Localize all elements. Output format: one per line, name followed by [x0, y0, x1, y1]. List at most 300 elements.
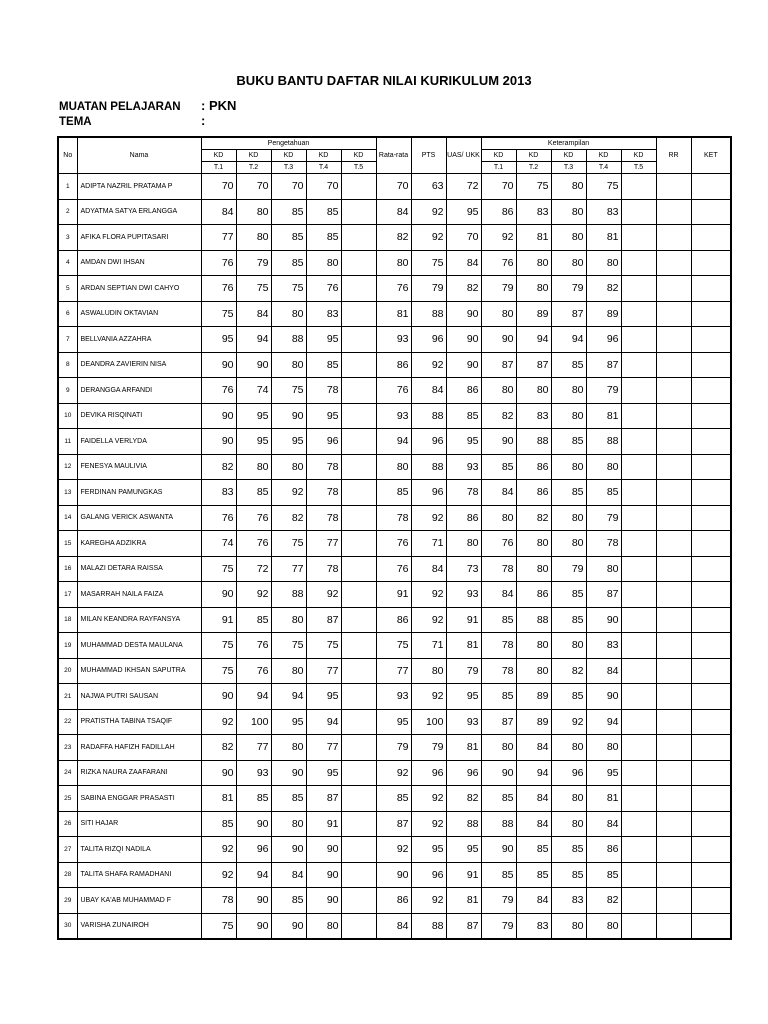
knowledge-score: 80: [271, 454, 306, 480]
pts-score: 84: [411, 556, 446, 582]
row-number: 10: [58, 403, 77, 429]
rr-cell: [656, 633, 691, 659]
header-task: T.3: [271, 162, 306, 174]
row-number: 30: [58, 913, 77, 939]
knowledge-score: 80: [271, 735, 306, 761]
knowledge-score: 70: [236, 174, 271, 200]
skill-score: 86: [481, 199, 516, 225]
average-score: 93: [376, 327, 411, 353]
knowledge-score: [341, 862, 376, 888]
knowledge-score: 76: [201, 276, 236, 302]
ket-cell: [691, 786, 731, 812]
knowledge-score: [341, 811, 376, 837]
table-row: [58, 378, 731, 404]
knowledge-score: 77: [306, 735, 341, 761]
knowledge-score: 76: [236, 658, 271, 684]
skill-score: 86: [516, 480, 551, 506]
skill-score: 80: [516, 531, 551, 557]
skill-score: [621, 378, 656, 404]
ket-cell: [691, 403, 731, 429]
table-row: [58, 174, 731, 200]
skill-score: 80: [516, 658, 551, 684]
header-kd: KD: [586, 150, 621, 162]
table-row: [58, 786, 731, 812]
average-score: 84: [376, 199, 411, 225]
pts-score: 96: [411, 327, 446, 353]
skill-score: 87: [586, 582, 621, 608]
skill-score: [621, 658, 656, 684]
student-name: ASWALUDIN OKTAVIAN: [77, 301, 201, 327]
ket-cell: [691, 505, 731, 531]
ket-cell: [691, 327, 731, 353]
uas-score: 93: [446, 582, 481, 608]
uas-score: 81: [446, 633, 481, 659]
knowledge-score: 87: [306, 607, 341, 633]
pts-score: 84: [411, 378, 446, 404]
header-task: T.2: [516, 162, 551, 174]
student-name: BELLVANIA AZZAHRA: [77, 327, 201, 353]
student-name: DEANDRA ZAVIERIN NISA: [77, 352, 201, 378]
skill-score: 80: [551, 454, 586, 480]
row-number: 8: [58, 352, 77, 378]
knowledge-score: [341, 225, 376, 251]
knowledge-score: 90: [271, 837, 306, 863]
average-score: 76: [376, 276, 411, 302]
skill-score: 90: [586, 684, 621, 710]
rr-cell: [656, 250, 691, 276]
skill-score: 80: [586, 250, 621, 276]
skill-score: 84: [586, 811, 621, 837]
table-row: [58, 199, 731, 225]
pts-score: 75: [411, 250, 446, 276]
skill-score: 79: [481, 276, 516, 302]
skill-score: 84: [586, 658, 621, 684]
pts-score: 88: [411, 454, 446, 480]
skill-score: 80: [551, 250, 586, 276]
knowledge-score: 91: [201, 607, 236, 633]
skill-score: [621, 582, 656, 608]
ket-cell: [691, 888, 731, 914]
skill-score: 82: [551, 658, 586, 684]
average-score: 80: [376, 250, 411, 276]
table-row: [58, 225, 731, 251]
skill-score: [621, 505, 656, 531]
table-row: [58, 505, 731, 531]
rr-cell: [656, 531, 691, 557]
uas-score: 86: [446, 505, 481, 531]
table-row: [58, 888, 731, 914]
student-name: TALITA RIZQI NADILA: [77, 837, 201, 863]
uas-score: 88: [446, 811, 481, 837]
skill-score: 85: [551, 480, 586, 506]
ket-cell: [691, 913, 731, 939]
uas-score: 95: [446, 837, 481, 863]
rr-cell: [656, 378, 691, 404]
student-name: SITI HAJAR: [77, 811, 201, 837]
uas-score: 90: [446, 327, 481, 353]
knowledge-score: [341, 327, 376, 353]
knowledge-score: [341, 633, 376, 659]
average-score: 81: [376, 301, 411, 327]
row-number: 16: [58, 556, 77, 582]
ket-cell: [691, 352, 731, 378]
uas-score: 91: [446, 607, 481, 633]
skill-score: 79: [586, 505, 621, 531]
row-number: 19: [58, 633, 77, 659]
knowledge-score: 83: [306, 301, 341, 327]
skill-score: 81: [586, 786, 621, 812]
knowledge-score: [341, 684, 376, 710]
table-body: [58, 174, 731, 940]
table-row: [58, 582, 731, 608]
knowledge-score: 77: [271, 556, 306, 582]
student-name: MILAN KEANDRA RAYFANSYA: [77, 607, 201, 633]
knowledge-score: 85: [236, 786, 271, 812]
skill-score: 89: [516, 684, 551, 710]
skill-score: 83: [516, 403, 551, 429]
skill-score: 85: [551, 352, 586, 378]
skill-score: 89: [586, 301, 621, 327]
knowledge-score: 79: [236, 250, 271, 276]
knowledge-score: [341, 454, 376, 480]
knowledge-score: 75: [201, 301, 236, 327]
pts-score: 100: [411, 709, 446, 735]
knowledge-score: 90: [201, 582, 236, 608]
row-number: 13: [58, 480, 77, 506]
knowledge-score: 95: [236, 429, 271, 455]
uas-score: 95: [446, 199, 481, 225]
knowledge-score: [341, 250, 376, 276]
header-task: T.1: [201, 162, 236, 174]
average-score: 79: [376, 735, 411, 761]
muatan-pelajaran-row: [59, 98, 236, 113]
ket-cell: [691, 633, 731, 659]
pts-score: 80: [411, 658, 446, 684]
row-number: 26: [58, 811, 77, 837]
knowledge-score: 95: [236, 403, 271, 429]
knowledge-score: [341, 199, 376, 225]
knowledge-score: 80: [236, 454, 271, 480]
knowledge-score: 85: [306, 199, 341, 225]
pts-score: 63: [411, 174, 446, 200]
student-name: PRATISTHA TABINA TSAQIF: [77, 709, 201, 735]
ket-cell: [691, 862, 731, 888]
skill-score: 90: [586, 607, 621, 633]
knowledge-score: 75: [236, 276, 271, 302]
rr-cell: [656, 352, 691, 378]
skill-score: [621, 301, 656, 327]
uas-score: 91: [446, 862, 481, 888]
skill-score: 75: [586, 174, 621, 200]
knowledge-score: 90: [201, 684, 236, 710]
knowledge-score: 76: [236, 531, 271, 557]
knowledge-score: 92: [236, 582, 271, 608]
skill-score: 80: [551, 199, 586, 225]
uas-score: 78: [446, 480, 481, 506]
skill-score: 85: [586, 862, 621, 888]
skill-score: 84: [481, 480, 516, 506]
skill-score: 87: [481, 352, 516, 378]
row-number: 18: [58, 607, 77, 633]
knowledge-score: 75: [201, 556, 236, 582]
table-row: [58, 760, 731, 786]
average-score: 95: [376, 709, 411, 735]
knowledge-score: 90: [201, 760, 236, 786]
table-row: [58, 276, 731, 302]
student-name: AMDAN DWI IHSAN: [77, 250, 201, 276]
knowledge-score: [341, 276, 376, 302]
skill-score: [621, 888, 656, 914]
uas-score: 86: [446, 378, 481, 404]
student-name: RIZKA NAURA ZAAFARANI: [77, 760, 201, 786]
table-row: [58, 429, 731, 455]
knowledge-score: 90: [306, 837, 341, 863]
skill-score: 80: [551, 531, 586, 557]
rr-cell: [656, 837, 691, 863]
table-row: [58, 607, 731, 633]
knowledge-score: 81: [201, 786, 236, 812]
pts-score: 92: [411, 199, 446, 225]
knowledge-score: 94: [236, 327, 271, 353]
knowledge-score: [341, 480, 376, 506]
skill-score: 85: [551, 684, 586, 710]
student-name: UBAY KA'AB MUHAMMAD F: [77, 888, 201, 914]
table-row: [58, 633, 731, 659]
knowledge-score: 94: [236, 684, 271, 710]
uas-score: 72: [446, 174, 481, 200]
row-number: 6: [58, 301, 77, 327]
student-name: ADIPTA NAZRIL PRATAMA P: [77, 174, 201, 200]
table-row: [58, 301, 731, 327]
muatan-pelajaran-label: MUATAN PELAJARAN: [59, 101, 181, 113]
skill-score: 79: [481, 913, 516, 939]
ket-cell: [691, 709, 731, 735]
average-score: 93: [376, 684, 411, 710]
knowledge-score: [341, 556, 376, 582]
pts-score: 92: [411, 811, 446, 837]
knowledge-score: 77: [306, 531, 341, 557]
knowledge-score: 95: [306, 760, 341, 786]
ket-cell: [691, 454, 731, 480]
table-header: [58, 137, 731, 174]
student-name: MUHAMMAD IKHSAN SAPUTRA: [77, 658, 201, 684]
header-kd: KD: [236, 150, 271, 162]
rr-cell: [656, 888, 691, 914]
knowledge-score: 94: [236, 862, 271, 888]
rr-cell: [656, 301, 691, 327]
knowledge-score: [341, 735, 376, 761]
ket-cell: [691, 225, 731, 251]
student-name: VARISHA ZUNAIROH: [77, 913, 201, 939]
average-score: 76: [376, 531, 411, 557]
row-number: 2: [58, 199, 77, 225]
knowledge-score: 95: [271, 429, 306, 455]
knowledge-score: 85: [236, 607, 271, 633]
pts-score: 92: [411, 684, 446, 710]
table-row: [58, 531, 731, 557]
row-number: 14: [58, 505, 77, 531]
knowledge-score: [341, 709, 376, 735]
student-name: RADAFFA HAFIZH FADILLAH: [77, 735, 201, 761]
skill-score: 83: [516, 913, 551, 939]
average-score: 75: [376, 633, 411, 659]
knowledge-score: 74: [201, 531, 236, 557]
knowledge-score: 90: [306, 888, 341, 914]
knowledge-score: 75: [271, 633, 306, 659]
skill-score: 87: [516, 352, 551, 378]
uas-score: 82: [446, 276, 481, 302]
knowledge-score: 95: [306, 403, 341, 429]
row-number: 21: [58, 684, 77, 710]
knowledge-score: 91: [306, 811, 341, 837]
knowledge-score: [341, 301, 376, 327]
pts-score: 92: [411, 582, 446, 608]
pts-score: 96: [411, 862, 446, 888]
knowledge-score: 74: [236, 378, 271, 404]
skill-score: 81: [586, 225, 621, 251]
skill-score: 80: [551, 378, 586, 404]
uas-score: 79: [446, 658, 481, 684]
skill-score: [621, 837, 656, 863]
student-name: DEVIKA RISQINATI: [77, 403, 201, 429]
row-number: 12: [58, 454, 77, 480]
skill-score: 80: [551, 735, 586, 761]
skill-score: 79: [586, 378, 621, 404]
rr-cell: [656, 582, 691, 608]
grade-table: [57, 136, 732, 940]
row-number: 15: [58, 531, 77, 557]
row-number: 1: [58, 174, 77, 200]
student-name: FERDINAN PAMUNGKAS: [77, 480, 201, 506]
knowledge-score: 84: [271, 862, 306, 888]
student-name: SABINA ENGGAR PRASASTI: [77, 786, 201, 812]
uas-score: 82: [446, 786, 481, 812]
student-name: MASARRAH NAILA FAIZA: [77, 582, 201, 608]
ket-cell: [691, 250, 731, 276]
average-score: 85: [376, 480, 411, 506]
knowledge-score: 76: [236, 633, 271, 659]
rr-cell: [656, 913, 691, 939]
knowledge-score: 78: [201, 888, 236, 914]
pts-score: 92: [411, 352, 446, 378]
skill-score: 85: [551, 837, 586, 863]
ket-cell: [691, 276, 731, 302]
skill-score: 94: [551, 327, 586, 353]
average-score: 76: [376, 556, 411, 582]
table-row: [58, 480, 731, 506]
rr-cell: [656, 760, 691, 786]
knowledge-score: 90: [236, 352, 271, 378]
header-keterampilan: Keterampilan: [481, 137, 656, 150]
skill-score: 78: [586, 531, 621, 557]
ket-cell: [691, 811, 731, 837]
knowledge-score: [341, 429, 376, 455]
knowledge-score: [341, 913, 376, 939]
knowledge-score: 95: [306, 684, 341, 710]
knowledge-score: 87: [306, 786, 341, 812]
row-number: 9: [58, 378, 77, 404]
knowledge-score: 96: [236, 837, 271, 863]
average-score: 86: [376, 607, 411, 633]
average-score: 82: [376, 225, 411, 251]
knowledge-score: 80: [306, 250, 341, 276]
header-task: T.1: [481, 162, 516, 174]
skill-score: 80: [551, 225, 586, 251]
ket-cell: [691, 760, 731, 786]
skill-score: 79: [551, 276, 586, 302]
header-kd: KD: [621, 150, 656, 162]
average-score: 90: [376, 862, 411, 888]
skill-score: [621, 913, 656, 939]
ket-cell: [691, 658, 731, 684]
muatan-pelajaran-value: : PKN: [201, 98, 237, 113]
skill-score: 83: [551, 888, 586, 914]
rr-cell: [656, 429, 691, 455]
table-row: [58, 837, 731, 863]
pts-score: 92: [411, 225, 446, 251]
row-number: 24: [58, 760, 77, 786]
header-task: T.4: [586, 162, 621, 174]
pts-score: 92: [411, 888, 446, 914]
row-number: 11: [58, 429, 77, 455]
tema-value: :: [201, 113, 206, 128]
table-row: [58, 403, 731, 429]
rr-cell: [656, 811, 691, 837]
skill-score: 85: [551, 429, 586, 455]
skill-score: 84: [516, 811, 551, 837]
knowledge-score: [341, 352, 376, 378]
student-name: TALITA SHAFA RAMADHANI: [77, 862, 201, 888]
rr-cell: [656, 225, 691, 251]
ket-cell: [691, 556, 731, 582]
rr-cell: [656, 709, 691, 735]
header-kd: KD: [551, 150, 586, 162]
skill-score: 86: [516, 582, 551, 608]
skill-score: [621, 760, 656, 786]
knowledge-score: 85: [306, 225, 341, 251]
knowledge-score: 77: [306, 658, 341, 684]
skill-score: 76: [481, 531, 516, 557]
knowledge-score: 92: [201, 837, 236, 863]
skill-score: [621, 174, 656, 200]
skill-score: 79: [481, 888, 516, 914]
skill-score: 92: [481, 225, 516, 251]
tema-label: TEMA: [59, 116, 92, 128]
header-kd: KD: [271, 150, 306, 162]
pts-score: 96: [411, 429, 446, 455]
skill-score: 80: [516, 633, 551, 659]
average-score: 92: [376, 760, 411, 786]
knowledge-score: 88: [271, 327, 306, 353]
skill-score: 80: [481, 505, 516, 531]
knowledge-score: 90: [271, 913, 306, 939]
skill-score: 82: [481, 403, 516, 429]
knowledge-score: 77: [236, 735, 271, 761]
average-score: 84: [376, 913, 411, 939]
skill-score: 88: [516, 429, 551, 455]
header-kd: KD: [481, 150, 516, 162]
uas-score: 85: [446, 403, 481, 429]
header-ket: KET: [691, 137, 731, 174]
skill-score: [621, 199, 656, 225]
knowledge-score: 95: [271, 709, 306, 735]
knowledge-score: 77: [201, 225, 236, 251]
knowledge-score: 90: [271, 403, 306, 429]
student-name: FENESYA MAULIVIA: [77, 454, 201, 480]
skill-score: 80: [551, 786, 586, 812]
student-name: KAREGHA ADZIKRA: [77, 531, 201, 557]
rr-cell: [656, 735, 691, 761]
